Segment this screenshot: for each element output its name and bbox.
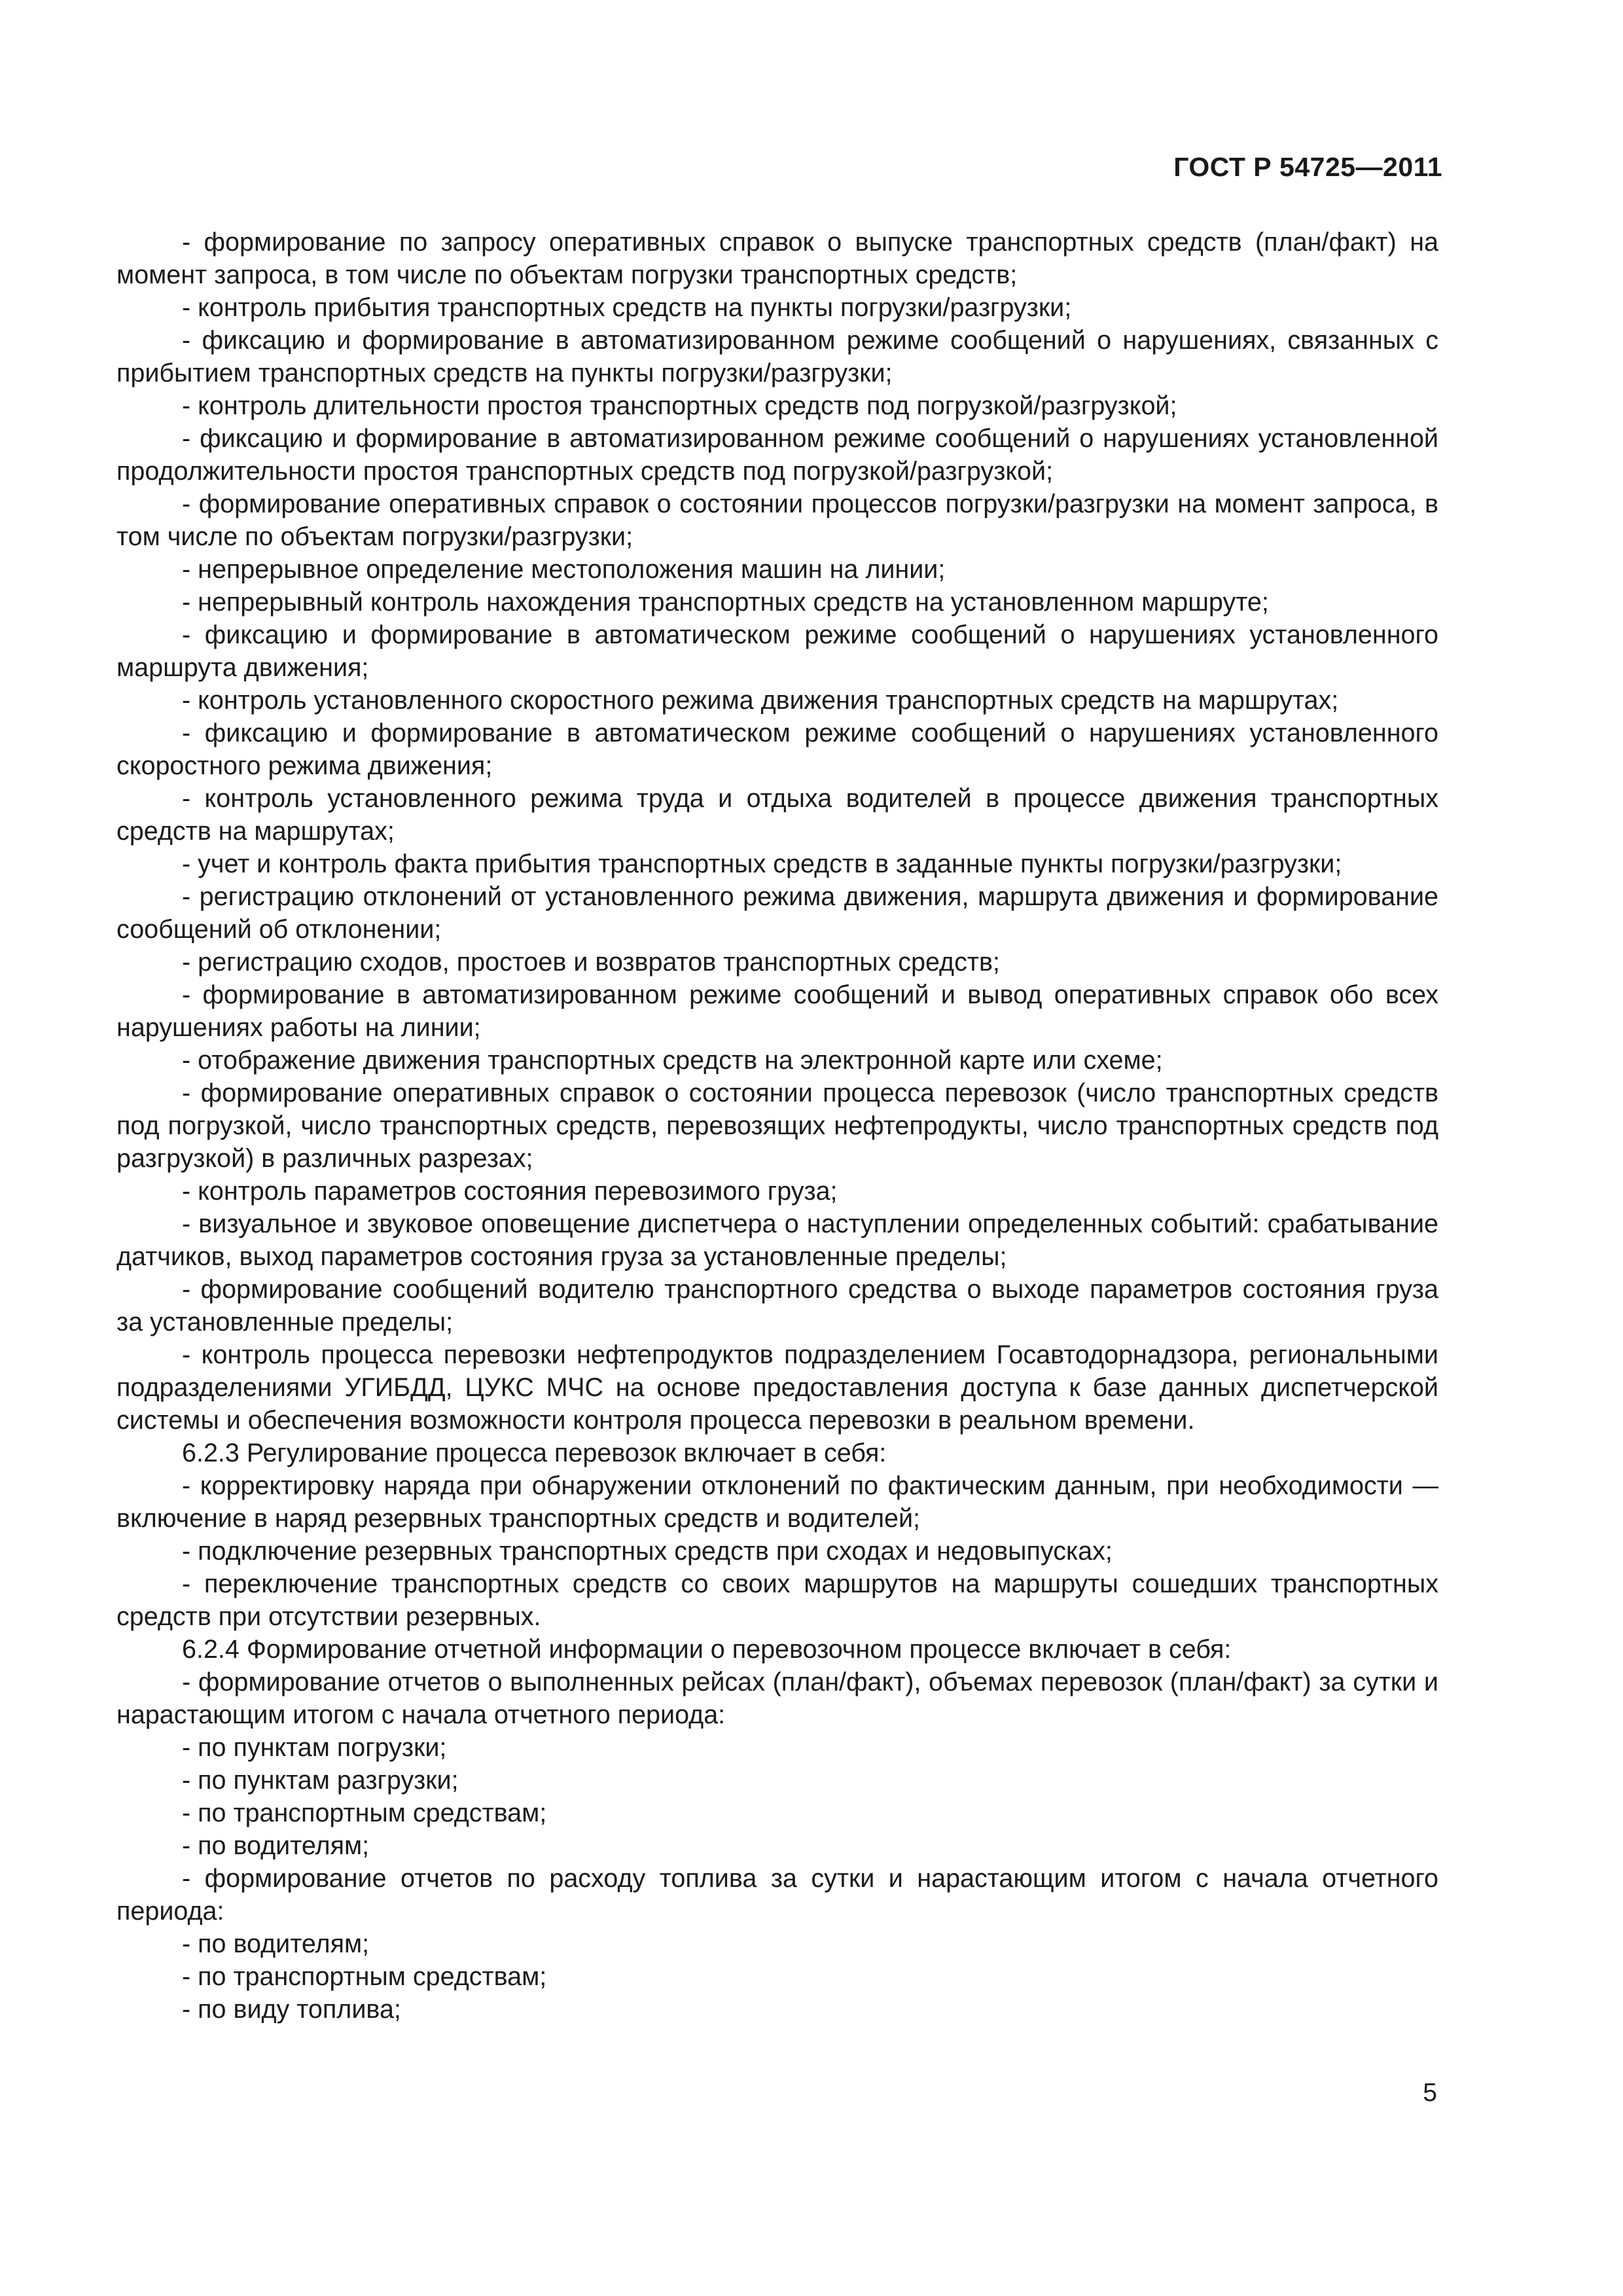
paragraph: - фиксацию и формирование в автоматическом режиме сообщений о нарушениях установленного скоростного режима движения; — [116, 719, 1438, 780]
paragraph: - подключение резервных транспортных средств при сходах и недовыпусках; — [182, 1537, 1113, 1566]
section-heading-6-2-3: 6.2.3 Регулирование процесса перевозок включает в себя: — [182, 1439, 887, 1467]
paragraph: - переключение транспортных средств со своих маршрутов на маршруты сошедших транспортных средств при отсутствии резервных. — [116, 1570, 1438, 1631]
paragraph: - фиксацию и формирование в автоматизированном режиме сообщений о нарушениях, связанных с прибытием транспортных средств на пункты погрузки/разгрузки; — [116, 326, 1438, 387]
paragraph: - формирование в автоматизированном режиме сообщений и вывод оперативных справок обо всех нарушениях работы на линии; — [116, 980, 1438, 1042]
paragraph: - формирование по запросу оперативных справок о выпуске транспортных средств (план/факт) на момент запроса, в том числе по объектам погрузки транспортных средств; — [116, 228, 1438, 289]
list-item: - по транспортным средствам; — [182, 1799, 547, 1827]
paragraph: - формирование оперативных справок о состоянии процесса перевозок (число транспортных средств под погрузкой, число транспортных средств, перевозящих нефтепродукты, число транспортных средств под разгрузкой) в различных разрезах; — [116, 1079, 1438, 1173]
paragraph: - учет и контроль факта прибытия транспортных средств в заданные пункты погрузки/разгрузки; — [182, 850, 1342, 878]
paragraph: - отображение движения транспортных средств на электронной карте или схеме; — [182, 1046, 1163, 1075]
paragraph: - непрерывный контроль нахождения транспортных средств на установленном маршруте; — [182, 588, 1269, 617]
page-number: 5 — [1423, 2079, 1437, 2107]
paragraph: - контроль длительности простоя транспортных средств под погрузкой/разгрузкой; — [182, 391, 1177, 420]
paragraph: - формирование отчетов о выполненных рейсах (план/факт), объемах перевозок (план/факт) за сутки и нарастающим итогом с начала отчетного периода: — [116, 1668, 1438, 1729]
paragraph: - контроль установленного скоростного режима движения транспортных средств на маршрутах; — [182, 686, 1339, 715]
paragraph: - контроль процесса перевозки нефтепродуктов подразделением Госавтодорнадзора, региональными подразделениями УГИБДД, ЦУКС МЧС на основе предоставления доступа к базе данных диспетчерской системы и обеспечения возможности контроля процесса перевозки в реальном времени. — [116, 1340, 1438, 1435]
paragraph: - формирование отчетов по расходу топлива за сутки и нарастающим итогом с начала отчетного периода: — [116, 1864, 1438, 1926]
paragraph: - фиксацию и формирование в автоматическом режиме сообщений о нарушениях установленного маршрута движения; — [116, 620, 1438, 682]
list-item: - по пунктам погрузки; — [182, 1733, 447, 1762]
paragraph: - контроль прибытия транспортных средств на пункты погрузки/разгрузки; — [182, 293, 1072, 322]
section-heading-6-2-4: 6.2.4 Формирование отчетной информации о перевозочном процессе включает в себя: — [182, 1635, 1232, 1664]
list-item: - по пунктам разгрузки; — [182, 1766, 459, 1795]
paragraph: - регистрацию отклонений от установленного режима движения, маршрута движения и формирование сообщений об отклонении; — [116, 882, 1438, 944]
paragraph: - фиксацию и формирование в автоматизированном режиме сообщений о нарушениях установленной продолжительности простоя транспортных средств под погрузкой/разгрузкой; — [116, 424, 1438, 486]
list-item: - по виду топлива; — [182, 1995, 401, 2024]
paragraph: - формирование сообщений водителю транспортного средства о выходе параметров состояния груза за установленные пределы; — [116, 1275, 1438, 1336]
list-item: - по водителям; — [182, 1831, 370, 1860]
paragraph: - контроль установленного режима труда и отдыха водителей в процессе движения транспортных средств на маршрутах; — [116, 784, 1438, 846]
paragraph: - регистрацию сходов, простоев и возвратов транспортных средств; — [182, 948, 1000, 977]
list-item: - по водителям; — [182, 1929, 370, 1958]
paragraph: - контроль параметров состояния перевозимого груза; — [182, 1177, 838, 1206]
list-item: - по транспортным средствам; — [182, 1962, 547, 1991]
paragraph: - визуальное и звуковое оповещение диспетчера о наступлении определенных событий: срабатывание датчиков, выход параметров состояния груза за установленные пределы; — [116, 1210, 1438, 1271]
paragraph: - непрерывное определение местоположения машин на линии; — [182, 555, 946, 584]
paragraph: - формирование оперативных справок о состоянии процессов погрузки/разгрузки на момент запроса, в том числе по объектам погрузки/разгрузки; — [116, 490, 1438, 551]
paragraph: - корректировку наряда при обнаружении отклонений по фактическим данным, при необходимости — включение в наряд резервных транспортных средств и водителей; — [116, 1471, 1438, 1533]
document-body — [116, 226, 1438, 2026]
document-header: ГОСТ Р 54725—2011 — [1173, 152, 1442, 182]
